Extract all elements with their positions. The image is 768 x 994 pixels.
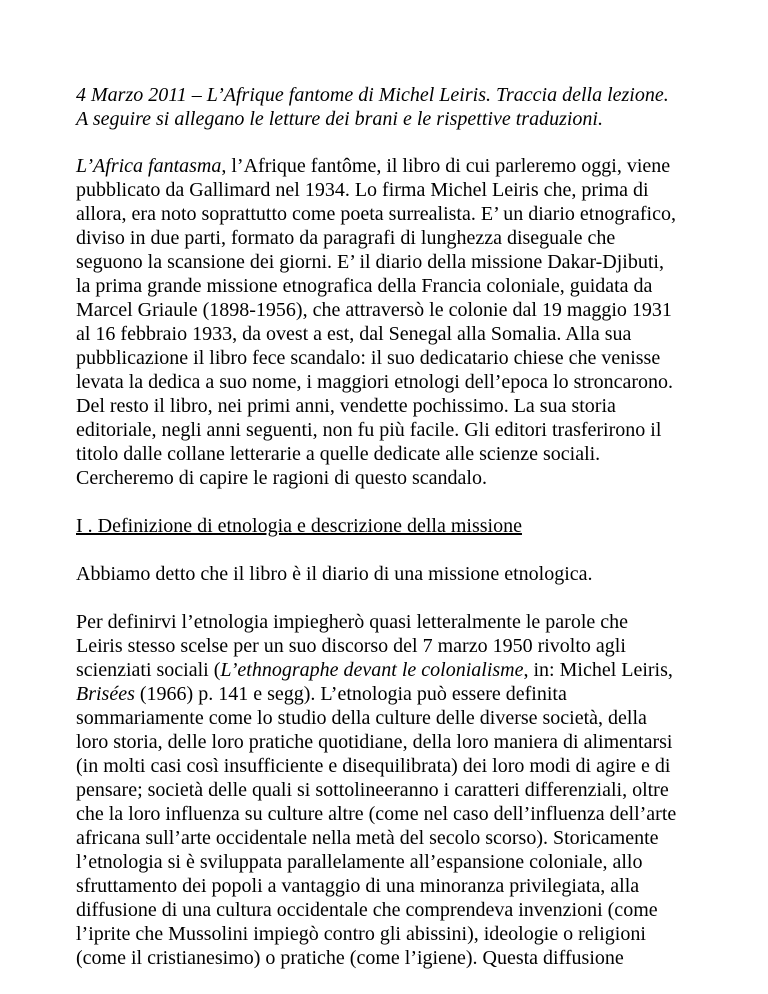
header-line: A seguire si allegano le letture dei brani e le rispettive traduzioni.	[76, 108, 603, 130]
paragraph-line: loro storia, delle loro pratiche quotidiane, della loro maniera di alimentarsi	[76, 731, 673, 753]
intro-line: titolo dalle collane letterarie a quelle dedicate alle scienze sociali.	[76, 443, 601, 465]
cited-book-italic: Brisées	[76, 683, 135, 705]
line-text: scienziati sociali (	[76, 659, 221, 681]
line-text: (1966) p. 141 e segg). L’etnologia può essere definita	[134, 683, 567, 705]
paragraph-line: sfruttamento dei popoli a vantaggio di una minoranza privilegiata, alla	[76, 875, 640, 897]
intro-line: Marcel Griaule (1898-1956), che attraversò le colonie dal 19 maggio 1931	[76, 299, 672, 321]
paragraph-line: (in molti casi così insufficiente e disequilibrata) dei loro modi di agire e di	[76, 755, 671, 777]
intro-line: allora, era noto soprattutto come poeta surrealista. E’ un diario etnografico,	[76, 203, 676, 225]
section-heading: I . Definizione di etnologia e descrizione della missione	[76, 515, 522, 537]
intro-line: Cercheremo di capire le ragioni di questo scandalo.	[76, 467, 487, 489]
document-header	[76, 83, 708, 131]
cited-title-italic: L’ethnographe devant le colonialisme	[220, 659, 524, 681]
paragraph-definition	[76, 610, 708, 970]
intro-line	[76, 154, 708, 178]
paragraph-line	[76, 682, 708, 706]
paragraph-line: l’etnologia si è sviluppata parallelamente all’espansione coloniale, allo	[76, 851, 643, 873]
intro-line: pubblicazione il libro fece scandalo: il suo dedicatario chiese che venisse	[76, 347, 661, 369]
intro-line: diviso in due parti, formato da paragrafi di lunghezza diseguale che	[76, 227, 616, 249]
intro-line: pubblicato da Gallimard nel 1934. Lo firma Michel Leiris che, prima di	[76, 179, 649, 201]
intro-line: seguono la scansione dei giorni. E’ il diario della missione Dakar-Djibuti,	[76, 251, 664, 273]
paragraph-mission	[76, 562, 708, 586]
intro-line: la prima grande missione etnografica della Francia coloniale, guidata da	[76, 275, 653, 297]
paragraph-line: l’iprite che Mussolini impiegò contro gli abissini), ideologie o religioni	[76, 923, 646, 945]
paragraph-line: che la loro influenza su culture altre (come nel caso dell’influenza dell’arte	[76, 803, 677, 825]
paragraph-line	[76, 658, 708, 682]
paragraph-line: diffusione di una cultura occidentale che comprendeva invenzioni (come	[76, 899, 658, 921]
paragraph-line: pensare; società delle quali si sottolineeranno i caratteri differenziali, oltre	[76, 779, 669, 801]
paragraph-line: Leiris stesso scelse per un suo discorso del 7 marzo 1950 rivolto agli	[76, 635, 626, 657]
header-line: 4 Marzo 2011 – L’Afrique fantome di Michel Leiris. Traccia della lezione.	[76, 84, 669, 106]
intro-line-text: , l’Afrique fantôme, il libro di cui parleremo oggi, viene	[221, 155, 671, 177]
paragraph-line: (come il cristianesimo) o pratiche (come l’igiene). Questa diffusione	[76, 947, 624, 969]
intro-line: Del resto il libro, nei primi anni, vendette pochissimo. La sua storia	[76, 395, 616, 417]
paragraph-line: Abbiamo detto che il libro è il diario di una missione etnologica.	[76, 563, 593, 585]
intro-line: levata la dedica a suo nome, i maggiori etnologi dell’epoca lo stroncarono.	[76, 371, 674, 393]
intro-line: al 16 febbraio 1933, da ovest a est, dal Senegal alla Somalia. Alla sua	[76, 323, 632, 345]
line-text: , in: Michel Leiris,	[523, 659, 673, 681]
paragraph-line: Per definirvi l’etnologia impiegherò quasi letteralmente le parole che	[76, 611, 629, 633]
intro-line: editoriale, negli anni seguenti, non fu più facile. Gli editori trasferirono il	[76, 419, 662, 441]
paragraph-line: sommariamente come lo studio della culture delle diverse società, della	[76, 707, 647, 729]
paragraph-line: africana sull’arte occidentale nella metà del secolo scorso). Storicamente	[76, 827, 659, 849]
book-title-italic: L’Africa fantasma	[76, 155, 222, 177]
intro-paragraph	[76, 154, 708, 490]
